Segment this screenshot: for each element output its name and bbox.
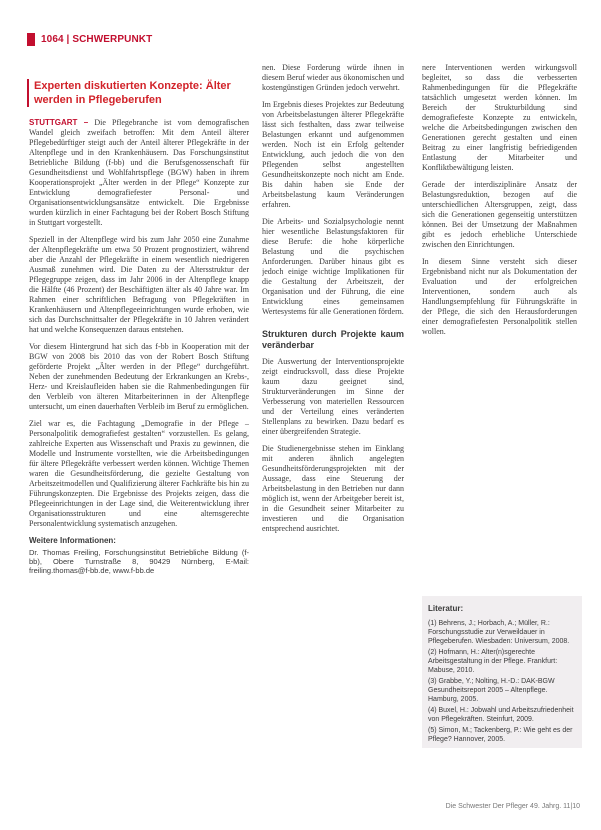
- paragraph: Speziell in der Altenpflege wird bis zum Jahr 2050 eine Zunahme der Altenpflegekräfte um etwa 50 Prozent prognostiziert, während aber die Anzahl der Pflegekräfte in einem wesentlich niedrigeren Ausmaß zunehmen wird. Die Daten zu der Altersstruktur der Pflegegruppe zeigen, dass im Jahr 2006 in der Altenpflege knapp die Hälfte (46 Prozent) der Beschäftigten älter als 40 Jahre war. Im Rahmen einer schriftlichen Befragung von Pflegekräften in Krankenhäusern und Altenpflegeeinrichtungen wurde erhoben, wie sich das Durchschnittsalter der Pflegekräfte in 10 Jahren verändert hat und welche Konsequenzen daraus entstehen.: [29, 235, 249, 334]
- article-title: Experten diskutierten Konzepte: Älter werden in Pflegeberufen: [27, 79, 252, 107]
- literature-title: Literatur:: [428, 604, 464, 613]
- literature-item: (4) Buxel, H.: Jobwahl und Arbeitszufriedenheit von Pflegekräften. Steinfurt, 2009.: [428, 707, 574, 723]
- info-text: Dr. Thomas Freiling, Forschungsinstitut Betriebliche Bildung (f-bb), Obere Turnstraße 8, 90429 Nürnberg, E-Mail: freiling.thomas@f-bb.de, www.f-bb.de: [29, 548, 249, 575]
- paragraph: Gerade der interdisziplinäre Ansatz der Belastungsreduktion, bezogen auf die unterschiedlichen Altersgruppen, zeigt, dass sich die Generationen gegenseitig unterstützen können. Bei der Umsetzung der Maßnahmen gibt es jedoch erhebliche Unterschiede zwischen den Einrichtungen.: [422, 180, 577, 249]
- literature-item: (3) Grabbe, Y.; Nolting, H.-D.: DAK-BGW Gesundheitsreport 2005 – Altenpflege. Hamburg, 2005.: [428, 678, 555, 703]
- info-heading: Weitere Informationen:: [29, 536, 116, 545]
- literature-box: [422, 596, 582, 748]
- literature-item: (2) Hofmann, H.: Alter(n)sgerechte Arbeitsgestaltung in der Pflege. Frankfurt: Mabuse, 2010.: [428, 649, 558, 674]
- paragraph: Im Ergebnis dieses Projektes zur Bedeutung von Arbeitsbelastungen älterer Pflegekräfte lässt sich festhalten, dass zwar teilweise Belastungen erkannt und aufgenommen werden. Noch ist ein Erfolg geltender Entwicklung, auch jedoch die von den Pflegenden selbst angestellten Gesundheitskonzepte noch nicht am Ende. Bis dahin haben sie Ende der Arbeitsbelastung kaum Veränderungen erfahren.: [262, 100, 404, 209]
- paragraph: STUTTGART – Die Pflegebranche ist vom demografischen Wandel gleich zweifach betroffen: Mit dem Anteil älterer Pflegebedürftiger steigt auch der Anteil älterer Pflegekräfte in der Altenpflege und in den Krankenhäusern. Das Forschungsinstitut Betriebliche Bildung (f-bb) und die Berufsgenossenschaft für Gesundheitsdienst und Wohlfahrtspflege (BGW) haben in ihrem Kooperationsprojekt „Älter werden in der Pflege“ Konzepte zur Entwicklung demografiefester Personal- und Organisationsentwicklungsansätze entwickelt. Die Ergebnisse wurden kürzlich in einer Fachtagung bei der Robert Bosch Stiftung in Stuttgart vorgestellt.: [29, 118, 249, 227]
- subheading: Strukturen durch Projekte kaum veränderbar: [262, 329, 404, 350]
- paragraph: Die Studienergebnisse stehen im Einklang mit anderen ähnlich angelegten Gesundheitsförderungsprojekten mit der Aussage, dass eine Steuerung der Arbeitsbelastung in den Betrieben nur dann möglich ist, wenn der Arbeitgeber bereit ist, in die Gesundheit seiner Mitarbeiter zu investieren und die Organisation entsprechend ausrichtet.: [262, 444, 404, 533]
- paragraph: In diesem Sinne versteht sich dieser Ergebnisband nicht nur als Dokumentation der Evaluation und der erfolgreichen Interventionen, sondern auch als Handlungsempfehlung für Führungskräfte in der Pflege, die sich den Herausforderungen einer demografiefesten Personalpolitik stellen wollen.: [422, 257, 577, 336]
- page-footer: Die Schwester Der Pfleger 49. Jahrg. 11|10: [445, 803, 580, 810]
- paragraph: Die Arbeits- und Sozialpsychologie nennt hier wesentliche Belastungsfaktoren für diese Berufe: die hohe körperliche Belastung und die psychischen Anforderungen. Darüber hinaus gibt es jedoch einige wichtige Implikationen für die Gestaltung der Arbeitszeit, der Organisation und der Führung, die eine Entwicklung eines gemeinsamen Wertesystems für alle Generationen fördern.: [262, 217, 404, 316]
- column-1: [29, 118, 249, 818]
- dateline: STUTTGART –: [29, 118, 89, 127]
- page-number: 1064: [41, 34, 64, 45]
- paragraph: nere Interventionen werden wirkungsvoll begleitet, so dass die verbesserten Rahmenbedingungen für die Pflegekräfte tatsächlich umgesetzt werden können. Im Bereich der Strukturbildung sind demografiefeste Konzepte zu entwickeln, welche die Arbeitsbedingungen zwischen den Generationen gerecht gestalten und einen Beitrag zu einer langfristig befriedigenden Entlastung der Mitarbeiter und Konfliktbewältigung leisten.: [422, 63, 577, 172]
- page-header: 1064 | SCHWERPUNKT: [27, 33, 188, 46]
- column-3: [422, 63, 577, 583]
- paragraph: Vor diesem Hintergrund hat sich das f-bb in Kooperation mit der BGW von 2008 bis 2010 das von der Robert Bosch Stiftung geförderte Projekt „Älter werden in der Pflege“ durchgeführt. Neben der zunehmenden Bedeutung der Erkrankungen an Krebs-, Herz- und Kreislaufleiden haben sie die Rahmenbedingungen für den Verbleib von älteren Mitarbeiterinnen in der Altenpflege untersucht, um einen dauerhaften Verbleib im Beruf zu ermöglichen.: [29, 342, 249, 411]
- paragraph: Die Auswertung der Interventionsprojekte zeigt eindrucksvoll, dass diese Projekte kaum dazu geeignet sind, Strukturveränderungen im Sinne der Verbesserung von materiellen Ressourcen und der Verteilung eines veränderten Stellenplans zu bewirken. Dazu bedarf es einer übergreifenden Strategie.: [262, 357, 404, 436]
- literature-item: (1) Behrens, J.; Horbach, A.; Müller, R.: Forschungsstudie zur Verweildauer in Pflegeberufen. Wiesbaden: Universum, 2008.: [428, 620, 570, 645]
- paragraph: Ziel war es, die Fachtagung „Demografie in der Pflege – Personalpolitik demografiefest gestalten“ vorzustellen. Es gelang, zahlreiche Experten aus Wissenschaft und Praxis zu gewinnen, die Modelle und Instrumente vorstellten, wie die Arbeitsbedingungen für ältere Pflegekräfte verbessert werden können. Wichtige Themen waren die Gesundheitsförderung, die gezielte Gestaltung von Arbeitszeitmodellen und Qualifizierung älterer Fachkräfte bis hin zu Führungskonzepten. Die Ergebnisse des Projekts zeigen, dass die Pflegeeinrichtungen in der Lage sind, die Weiterentwicklung ihrer Organisationsstrukturen und eine alternsgerechte Personalentwicklung systematisch anzugehen.: [29, 419, 249, 528]
- literature-item: (5) Simon, M.; Tackenberg, P.: Wie geht es der Pflege? Hannover, 2005.: [428, 727, 573, 743]
- paragraph: nen. Diese Forderung würde ihnen in diesem Beruf wieder aus ökonomischen und kostengünstigen Gründen jedoch verwehrt.: [262, 63, 404, 92]
- section-name: SCHWERPUNKT: [72, 34, 153, 45]
- column-2: [262, 63, 404, 817]
